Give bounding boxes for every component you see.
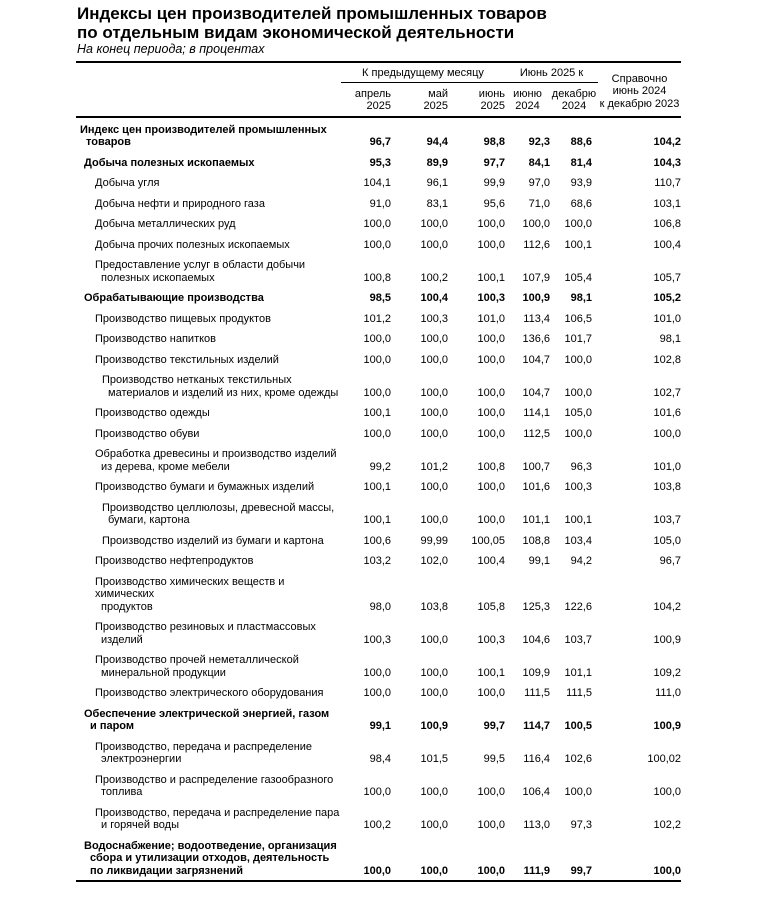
row-value: 99,1 [528,555,550,567]
row-value: 100,0 [420,386,448,399]
table-row [76,650,681,683]
row-value: 100,0 [522,218,550,230]
row-value: 107,9 [522,271,550,284]
table-row [76,803,681,836]
table-row [76,370,681,403]
row-value: 100,6 [363,534,391,547]
row-value: 109,2 [653,666,681,679]
row-value: 100,0 [564,427,592,440]
row-value: 100,02 [647,753,681,765]
row-value: 100,1 [477,666,505,679]
row-value: 100,0 [477,819,505,831]
row-label-line: Обрабатывающие производства [84,292,264,304]
title-line-1: Индексы цен производителей промышленных товаров [77,4,547,23]
table-row [76,214,681,235]
document-title [77,4,547,42]
row-label [76,309,341,330]
row-value: 100,0 [420,786,448,798]
row-value: 102,0 [420,555,448,567]
row-value: 105,0 [564,407,592,419]
row-value: 105,2 [653,292,681,304]
row-value: 100,0 [341,836,391,882]
table-row [76,255,681,288]
row-label-line: по ликвидации загрязнений [90,864,244,877]
row-value: 136,6 [522,333,550,345]
row-value: 111,5 [524,687,550,699]
row-value: 89,9 [426,156,448,169]
row-value: 110,7 [654,177,681,189]
row-value: 102,7 [653,386,681,399]
row-value: 93,9 [570,177,592,189]
row-value: 111,0 [655,687,681,699]
row-value: 100,8 [363,271,391,284]
row-value: 98,5 [369,292,391,304]
row-label [76,153,341,174]
row-value: 103,1 [653,197,681,210]
row-value: 106,4 [522,786,550,798]
row-label-line: Производство изделий из бумаги и картона [102,534,324,547]
row-value: 104,3 [653,156,681,169]
row-value: 99,99 [420,534,448,547]
row-value: 100,3 [477,633,505,646]
row-value: 100,0 [420,633,448,646]
row-value: 101,0 [653,460,681,473]
row-label [76,350,341,371]
row-value: 98,0 [369,600,391,613]
row-value: 101,1 [522,514,550,526]
row-value: 100,0 [420,666,448,679]
column-header-line-1: июню [513,87,542,100]
row-value: 100,0 [477,407,505,419]
row-label-line: Добыча полезных ископаемых [84,156,255,169]
row-value: 96,7 [369,136,391,148]
row-value: 99,7 [550,836,598,882]
table-row [76,551,681,572]
row-label [76,572,341,618]
row-value: 100,2 [363,819,391,831]
row-label [76,498,341,531]
table-row [76,153,681,174]
column-header-line-1: апрель [354,87,391,100]
row-label-line: Производство, передача и распределение [95,740,313,753]
table-row [76,770,681,803]
table-row [76,477,681,498]
row-value: 100,0 [564,386,592,399]
row-value: 111,5 [566,687,592,699]
table-row [76,498,681,531]
row-value: 104,1 [363,177,391,189]
row-label [76,683,341,704]
row-value: 100,0 [564,353,592,366]
table-row [76,424,681,445]
row-value: 99,9 [483,177,505,189]
price-index-table [76,61,681,882]
row-value: 103,8 [420,600,448,613]
table-row [76,350,681,371]
row-value: 100,0 [420,427,448,440]
row-label-line: электроэнергии [101,753,182,765]
column-header-line-2: 2025 [366,100,391,112]
row-value: 100,9 [653,633,681,646]
table-row [76,737,681,770]
table-row [76,836,681,882]
row-value: 101,2 [420,460,448,473]
row-label-line: Производство, передача и распределение пара [95,806,340,819]
row-label-line: Добыча нефти и природного газа [95,197,265,210]
row-label [76,370,341,403]
row-value: 100,0 [420,481,448,493]
row-label-line: Производство нефтепродуктов [95,555,254,567]
row-value: 100,0 [477,687,505,699]
row-value: 100,0 [420,353,448,366]
row-value: 112,5 [523,427,550,440]
row-value: 100,0 [477,238,505,251]
row-value: 100,1 [564,238,592,251]
row-value: 100,0 [477,386,505,399]
header-reference-line-1: Справочно [611,72,668,85]
row-label-line: изделий [101,633,143,646]
row-value: 81,4 [570,156,592,169]
row-label [76,836,341,882]
row-label [76,255,341,288]
row-value: 102,2 [653,819,681,831]
row-label-line: товаров [86,136,131,148]
row-value: 100,0 [420,333,448,345]
row-value: 100,0 [363,218,391,230]
row-value: 99,2 [369,460,391,473]
header-group-prev-month: К предыдущему месяцу [341,67,505,83]
header-reference-line-3: к декабрю 2023 [599,97,680,110]
table-row [76,617,681,650]
row-label-line: Добыча металлических руд [95,218,236,230]
row-value: 104,2 [653,136,681,148]
row-label-line: Производство химических веществ и химических [95,575,285,600]
row-value: 109,9 [522,666,550,679]
row-value: 94,2 [570,555,592,567]
row-label-line: Производство текстильных изделий [95,353,279,366]
row-value: 106,5 [564,312,592,325]
row-label-line: Производство нетканых текстильных [102,374,292,386]
row-value: 103,8 [653,481,681,493]
title-line-2: по отдельным видам экономической деятельности [77,23,515,42]
row-value: 105,0 [653,534,681,547]
row-value: 104,2 [653,600,681,613]
column-header-line-2: 2024 [515,100,540,112]
row-label-line: Предоставление услуг в области добычи [95,259,306,271]
row-label-line: бумаги, картона [108,514,190,526]
row-value: 100,0 [477,218,505,230]
row-value: 101,0 [653,312,681,325]
row-label-line: Производство электрического оборудования [95,687,324,699]
row-value: 99,5 [483,753,505,765]
row-label-line: из дерева, кроме мебели [101,460,230,473]
row-label [76,531,341,552]
row-value: 100,8 [477,460,505,473]
column-header [391,85,448,117]
row-value: 100,1 [564,514,592,526]
row-value: 100,3 [363,633,391,646]
row-value: 101,6 [522,481,550,493]
row-value: 100,1 [363,481,391,493]
row-label [76,403,341,424]
row-value: 100,0 [420,514,448,526]
row-value: 125,3 [522,600,550,613]
row-value: 104,6 [522,633,550,646]
row-value: 94,4 [426,136,448,148]
row-label [76,617,341,650]
table-row [76,329,681,350]
header-label-column [76,85,341,117]
row-label-line: Производство одежды [95,407,210,419]
row-value: 83,1 [426,197,448,210]
row-value: 100,9 [653,720,681,732]
row-label-line: Производство и распределение газообразного [95,773,334,786]
row-label-line: и паром [90,720,135,732]
row-value: 99,7 [483,720,505,732]
row-value: 100,4 [477,555,505,567]
row-value: 100,0 [653,786,681,798]
header-reference-line-2: июнь 2024 [612,85,667,97]
table-row [76,194,681,215]
row-value: 96,1 [426,177,448,189]
row-label [76,235,341,256]
header-empty [76,62,341,85]
row-value: 106,8 [653,218,681,230]
row-value: 102,6 [564,753,592,765]
row-label-line: Индекс цен производителей промышленных [80,123,327,136]
column-header-line-2: 2025 [423,100,448,112]
table-row [76,309,681,330]
column-header-line-1: декабрю [551,87,597,100]
row-value: 116,4 [523,753,550,765]
row-label-line: Обработка древесины и производство изделий [95,448,337,460]
table-row [76,531,681,552]
row-value: 103,7 [653,514,681,526]
row-value: 100,1 [477,271,505,284]
header-group-june-2025: Июнь 2025 к [505,67,598,83]
row-value: 103,2 [363,555,391,567]
row-value: 100,0 [564,218,592,230]
row-label [76,704,341,737]
row-value: 97,3 [570,819,592,831]
row-value: 100,0 [363,427,391,440]
row-value: 101,2 [363,312,391,325]
row-value: 100,0 [420,687,448,699]
row-value: 100,1 [363,514,391,526]
row-value: 113,0 [523,819,550,831]
row-label-line: Производство пищевых продуктов [95,312,271,325]
row-value: 96,7 [659,555,681,567]
row-value: 100,0 [363,353,391,366]
table-row [76,572,681,618]
row-value: 104,7 [522,353,550,366]
column-header-line-1: июнь [478,87,505,100]
row-value: 100,0 [477,353,505,366]
row-value: 108,8 [522,534,550,547]
row-value: 84,1 [528,156,550,169]
row-value: 100,05 [471,534,505,547]
row-value: 105,8 [477,600,505,613]
row-value: 100,0 [477,481,505,493]
row-value: 100,3 [477,292,505,304]
row-value: 104,7 [522,386,550,399]
row-label [76,194,341,215]
row-value: 100,0 [420,819,448,831]
row-label [76,329,341,350]
row-label-line: сбора и утилизации отходов, деятельность [90,852,330,864]
row-label [76,770,341,803]
row-value: 105,4 [564,271,592,284]
row-label-line: Производство напитков [95,333,217,345]
row-label-line: Добыча прочих полезных ископаемых [95,238,290,251]
row-label-line: минеральной продукции [101,666,226,679]
row-value: 114,7 [523,720,550,732]
row-label-line: Производство обуви [95,427,200,440]
row-value: 100,9 [522,292,550,304]
row-value: 99,1 [369,720,391,732]
row-value: 98,1 [570,292,592,304]
row-label [76,288,341,309]
row-label-line: полезных ископаемых [101,271,215,284]
table-body [76,117,681,882]
row-value: 100,0 [564,786,592,798]
row-label [76,737,341,770]
column-header-line-1: май [428,87,448,100]
row-value: 91,0 [369,197,391,210]
row-value: 100,9 [420,720,448,732]
row-label [76,551,341,572]
row-label [76,173,341,194]
row-label [76,424,341,445]
row-value: 122,6 [564,600,592,613]
row-value: 114,1 [523,407,550,419]
row-value: 100,0 [477,427,505,440]
row-value: 101,7 [564,333,592,345]
row-label [76,214,341,235]
table-row [76,288,681,309]
row-value: 100,4 [653,238,681,251]
header-reference [598,62,681,117]
row-value: 100,7 [522,460,550,473]
row-value: 100,3 [564,481,592,493]
column-header [550,85,598,117]
column-header [448,85,505,117]
row-label-line: Производство бумаги и бумажных изделий [95,481,315,493]
row-label [76,117,341,153]
row-label-line: Производство целлюлозы, древесной массы, [102,501,335,514]
row-value: 96,3 [570,460,592,473]
row-label-line: Обеспечение электрической энергией, газом [84,707,330,720]
column-header-line-2: 2025 [480,100,505,112]
row-label [76,650,341,683]
row-value: 92,3 [528,136,550,148]
row-value: 100,0 [363,238,391,251]
table-row [76,683,681,704]
row-value: 100,5 [564,720,592,732]
row-value: 98,8 [483,136,505,148]
row-value: 100,0 [420,218,448,230]
row-value: 100,1 [363,407,391,419]
row-label-line: топлива [101,786,143,798]
row-value: 100,0 [477,514,505,526]
row-value: 101,0 [477,312,505,325]
column-header [341,85,391,117]
row-value: 101,6 [653,407,681,419]
row-label [76,444,341,477]
row-value: 103,4 [564,534,592,547]
row-label-line: Добыча угля [95,177,160,189]
row-value: 105,7 [653,271,681,284]
table-row [76,704,681,737]
row-value: 113,4 [523,312,550,325]
row-value: 100,0 [391,836,448,882]
row-value: 98,1 [659,333,681,345]
table-row [76,117,681,153]
row-value: 97,7 [483,156,505,169]
row-label-line: продуктов [101,600,153,613]
row-value: 100,0 [420,238,448,251]
column-header-line-2: 2024 [561,100,587,112]
row-label-line: Производство резиновых и пластмассовых [95,621,316,633]
row-value: 95,6 [483,197,505,210]
row-value: 100,3 [420,312,448,325]
row-value: 100,0 [448,836,505,882]
row-value: 100,0 [363,666,391,679]
row-value: 100,0 [363,386,391,399]
row-value: 88,6 [570,136,592,148]
row-label [76,477,341,498]
row-value: 100,0 [477,333,505,345]
row-label-line: и горячей воды [101,819,180,831]
column-header [505,85,550,117]
table-row [76,444,681,477]
row-value: 100,0 [420,407,448,419]
table-row [76,403,681,424]
row-value: 68,6 [570,197,592,210]
table-row [76,235,681,256]
row-value: 97,0 [528,177,550,189]
row-value: 103,7 [564,633,592,646]
row-label-line: Производство прочей неметаллической [95,654,299,666]
row-value: 100,0 [477,786,505,798]
row-value: 111,9 [505,836,550,882]
row-value: 101,1 [564,666,592,679]
table-row [76,173,681,194]
row-value: 100,0 [363,687,391,699]
row-value: 100,4 [420,292,448,304]
document-subtitle: На конец периода; в процентах [77,42,265,56]
row-value: 71,0 [528,197,550,210]
row-value: 100,0 [363,333,391,345]
row-label-line: Водоснабжение; водоотведение, организация [84,839,337,852]
row-value: 100,0 [653,427,681,440]
row-value: 112,6 [523,238,550,251]
row-value: 101,5 [420,753,448,765]
row-value: 100,0 [363,786,391,798]
row-label [76,803,341,836]
row-value: 100,2 [420,271,448,284]
row-value: 100,0 [598,836,681,882]
row-value: 95,3 [369,156,391,169]
row-value: 98,4 [369,753,391,765]
row-label-line: материалов и изделий из них, кроме одежды [108,386,339,399]
row-value: 102,8 [653,353,681,366]
